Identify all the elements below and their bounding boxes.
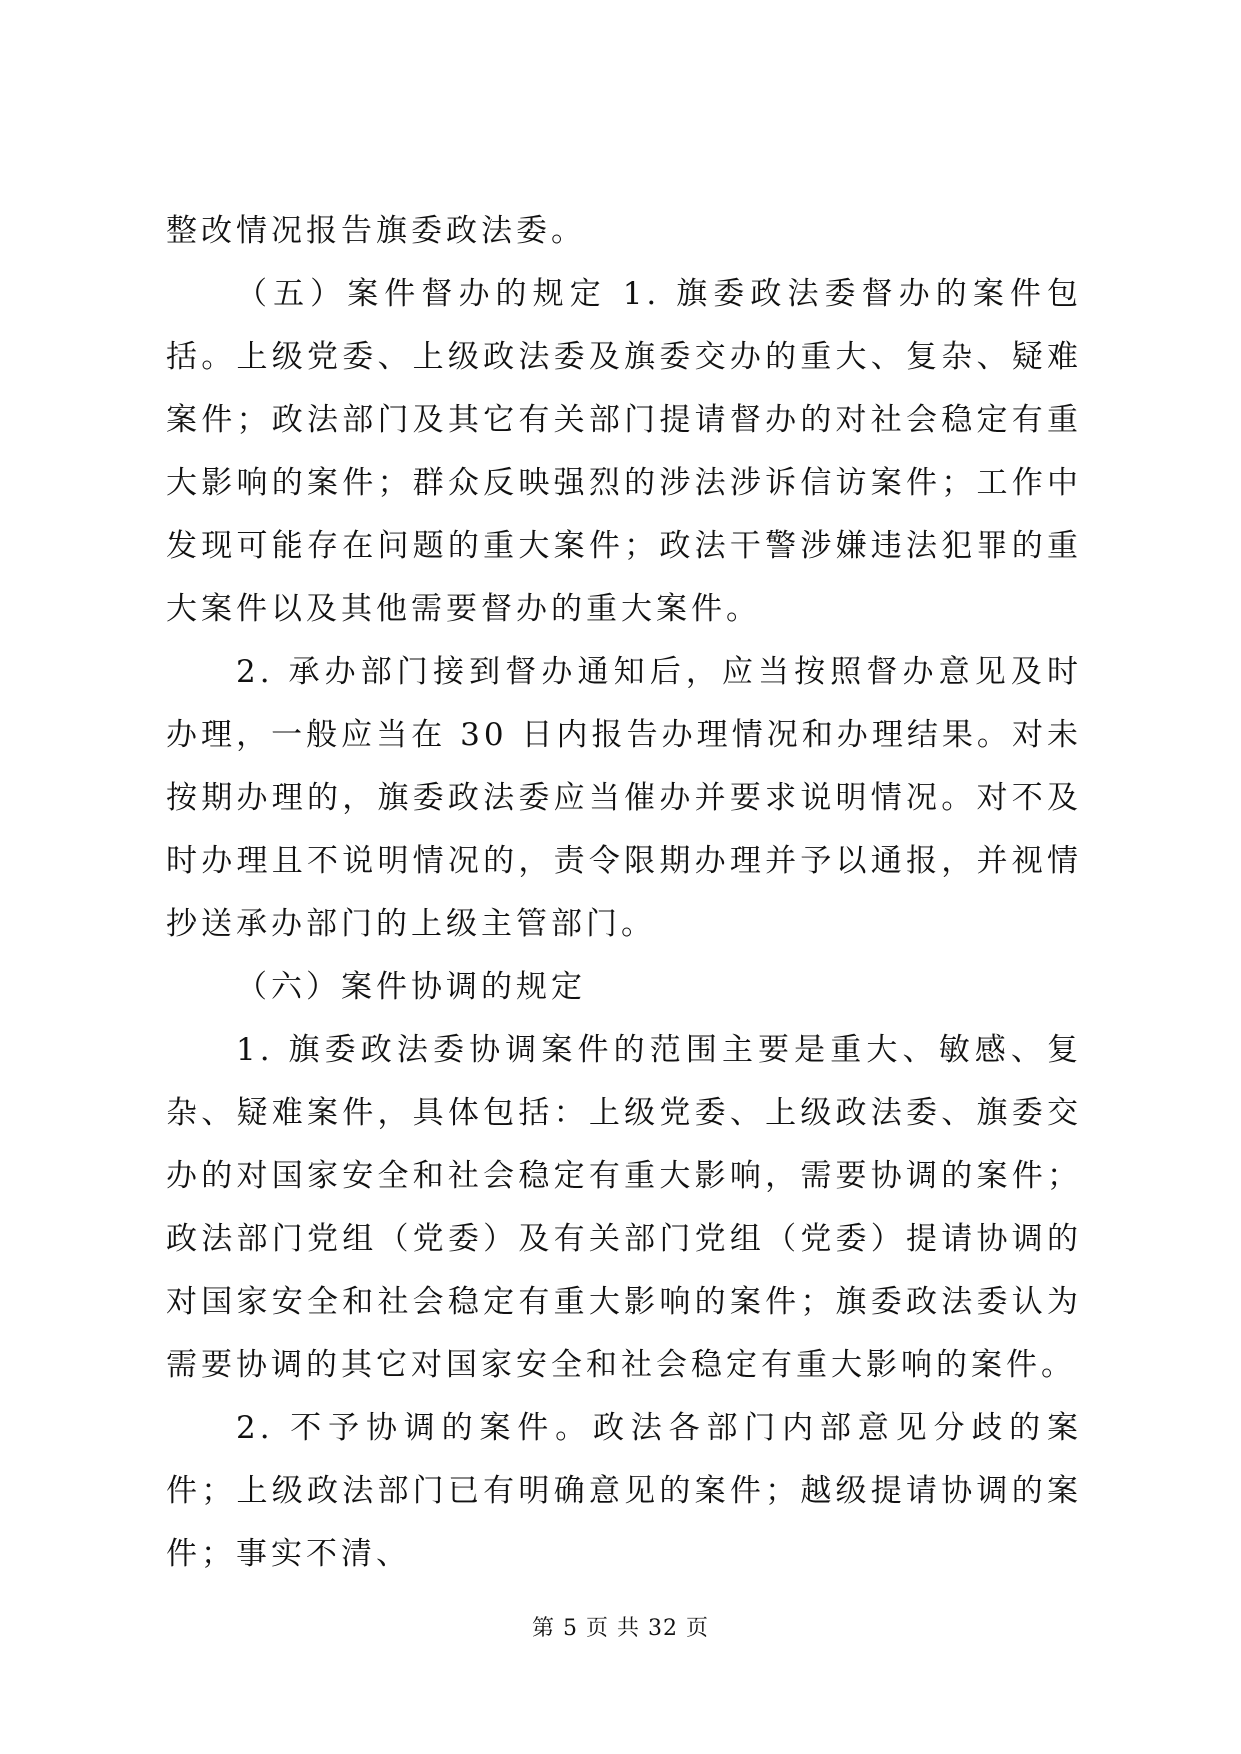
page-number-footer: 第 5 页 共 32 页 — [532, 1616, 709, 1641]
paragraph-no-coordination: 2. 不予协调的案件。政法各部门内部意见分歧的案件；上级政法部门已有明确意见的案件；越级提请协调的案件；事实不清、 — [166, 1410, 1082, 1572]
paragraph-handling-deadline: 2. 承办部门接到督办通知后，应当按照督办意见及时办理，一般应当在 30 日内报告办理情况和办理结果。对未按期办理的，旗委政法委应当催办并要求说明情况。对不及时办理且不说明情况的，责令限期办理并予以通报，并视情抄送承办部门的上级主管部门。 — [166, 654, 1082, 942]
paragraph-coordination-scope: 1. 旗委政法委协调案件的范围主要是重大、敏感、复杂、疑难案件，具体包括：上级党委、上级政法委、旗委交办的对国家安全和社会稳定有重大影响，需要协调的案件；政法部门党组（党委）及有关部门党组（党委）提请协调的对国家安全和社会稳定有重大影响的案件；旗委政法委认为需要协调的其它对国家安全和社会稳定有重大影响的案件。 — [166, 1032, 1082, 1383]
paragraph-continuation: 整改情况报告旗委政法委。 — [166, 213, 586, 249]
document-body — [166, 200, 1082, 1586]
section-heading-case-coordination: （六）案件协调的规定 — [236, 969, 586, 1005]
paragraph-case-supervision: （五）案件督办的规定 1. 旗委政法委督办的案件包括。上级党委、上级政法委及旗委交办的重大、复杂、疑难案件；政法部门及其它有关部门提请督办的对社会稳定有重大影响的案件；群众反映强烈的涉法涉诉信访案件；工作中发现可能存在问题的重大案件；政法干警涉嫌违法犯罪的重大案件以及其他需要督办的重大案件。 — [166, 276, 1082, 627]
